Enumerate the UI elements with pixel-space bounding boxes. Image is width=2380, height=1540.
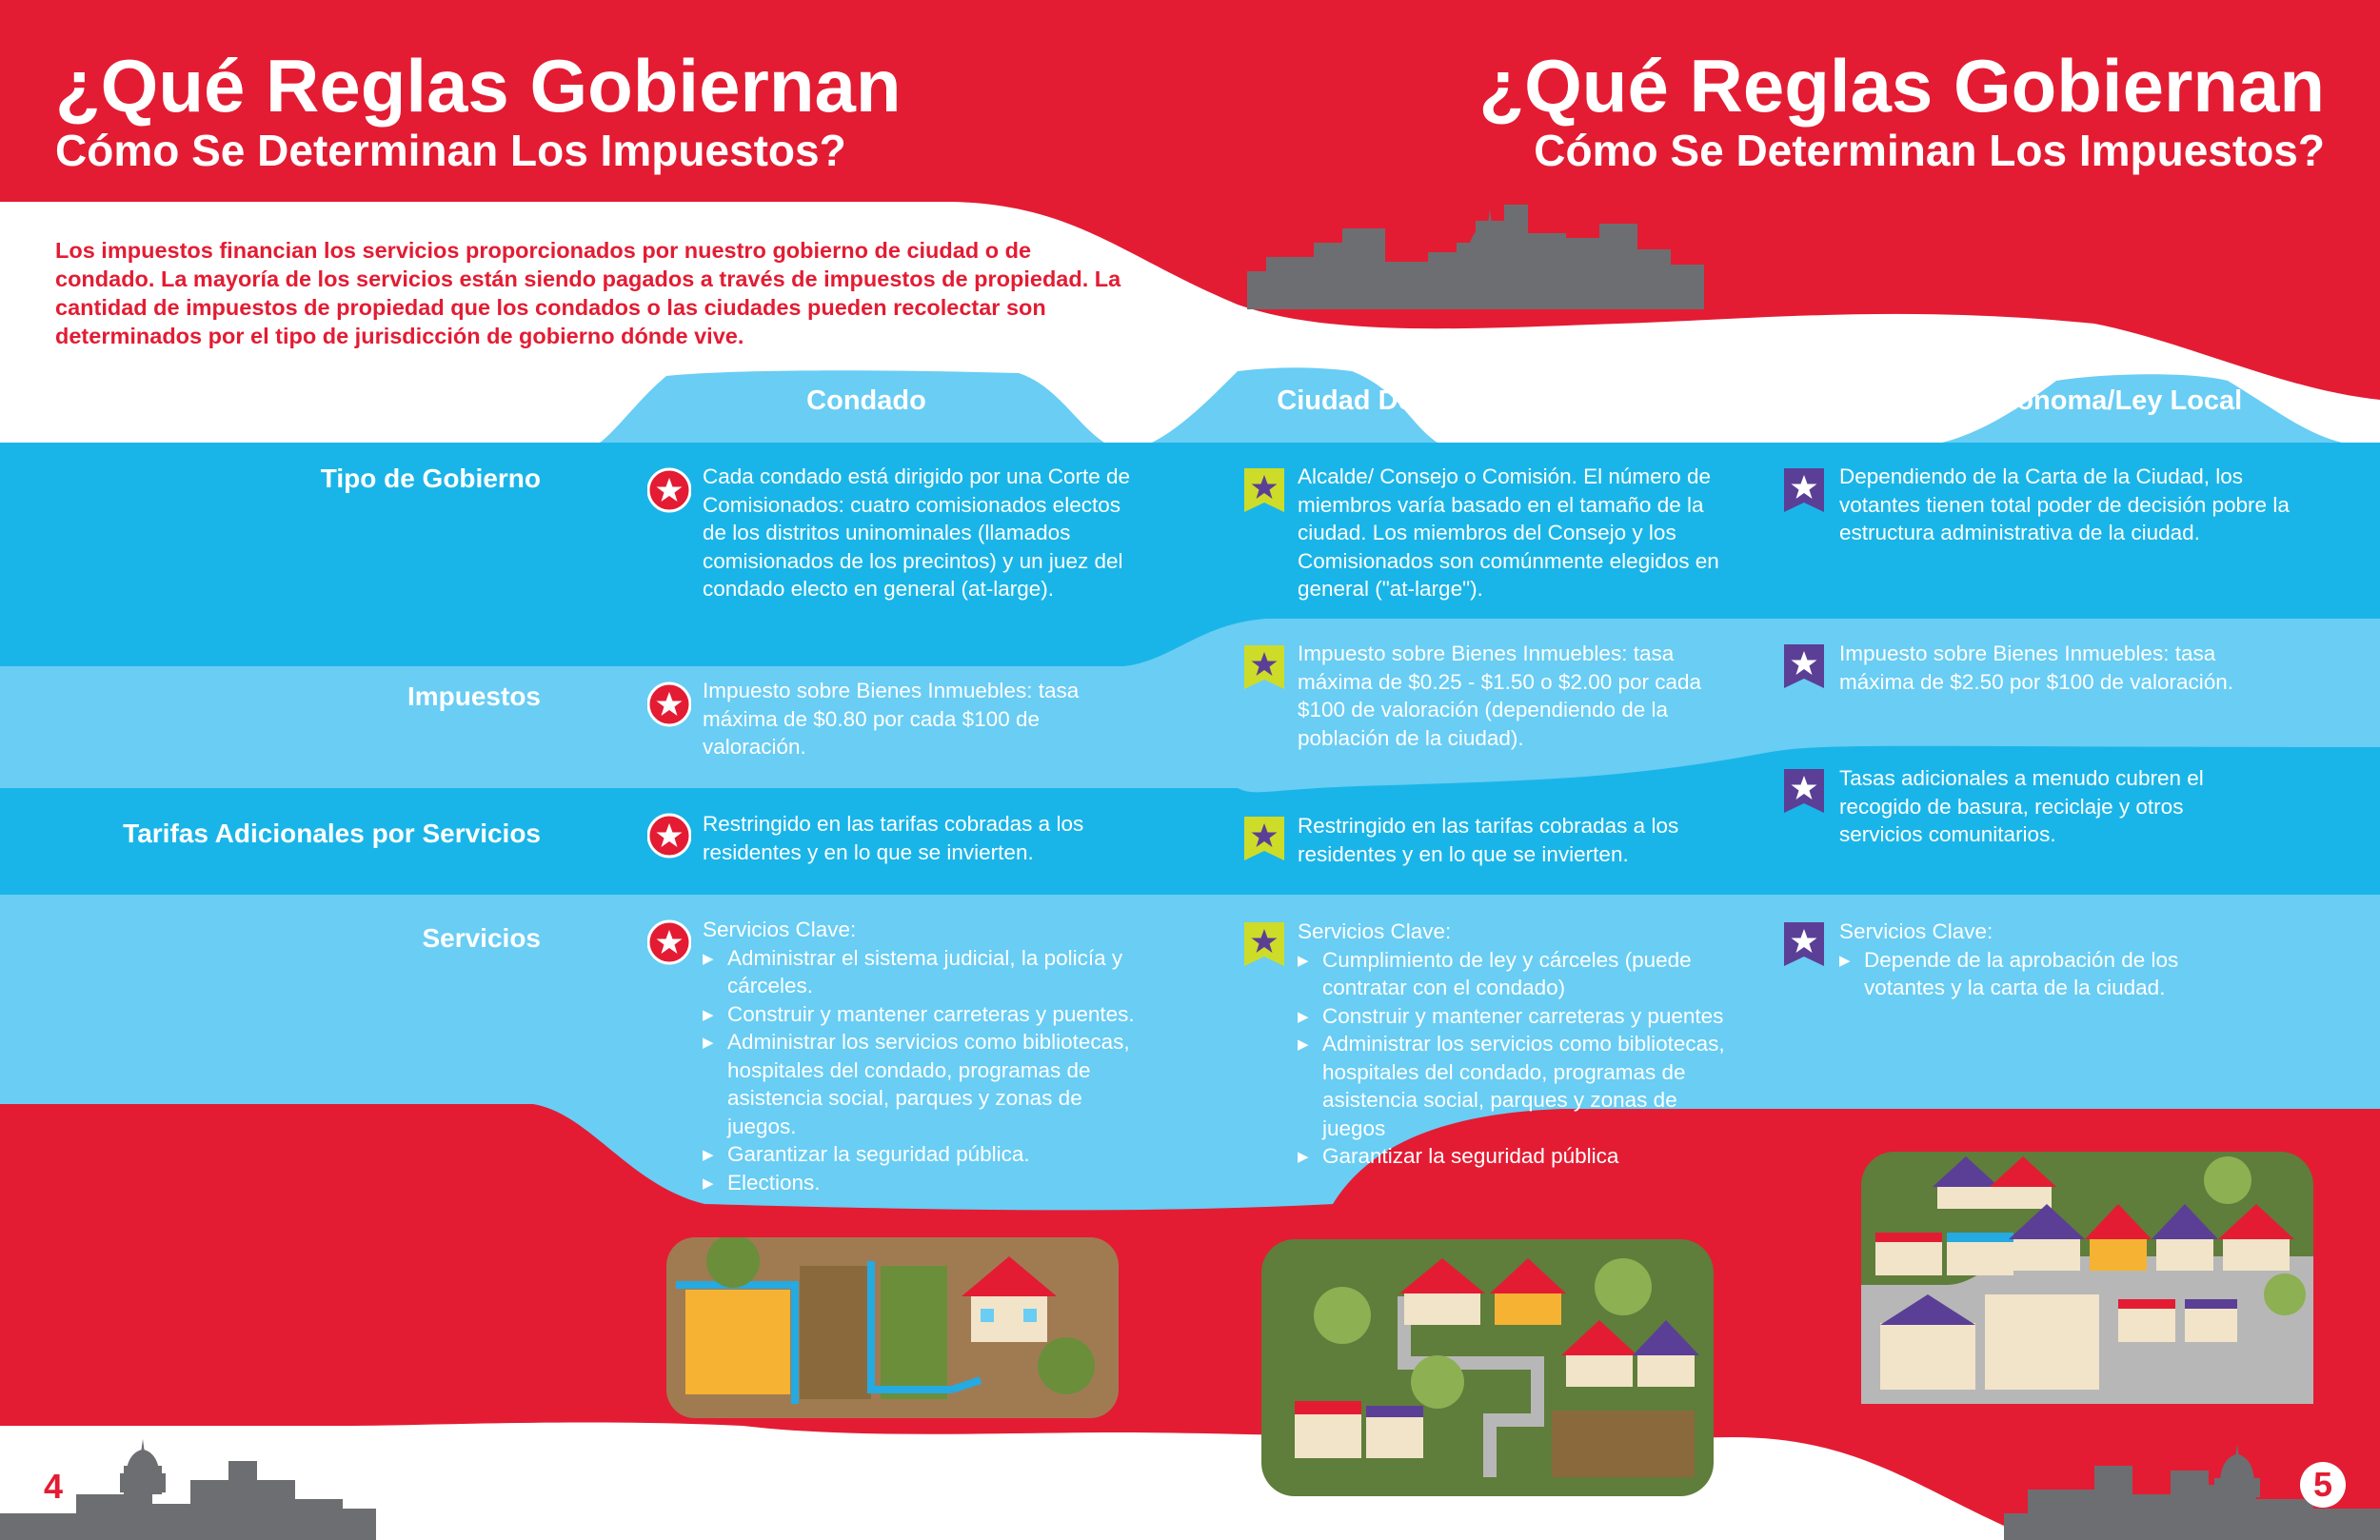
county-services bbox=[703, 916, 1150, 1196]
page-number-left: 4 bbox=[30, 1464, 76, 1510]
list-item: ▶ Administrar el sistema judicial, la policía y cárceles. bbox=[703, 944, 1150, 1000]
star-ribbon-icon bbox=[1782, 466, 1826, 514]
row-label-taxes: Impuestos bbox=[407, 681, 541, 711]
county-government-text: Cada condado está dirigido por una Corte de Comisionados: cuatro comisionados electos de los distritos uninominales (llamados comisionados de los precintos) y un juez del condado electo en general (at-large). bbox=[703, 464, 1131, 601]
list-item: ▶ Garantizar la seguridad pública bbox=[1298, 1142, 1745, 1171]
home-rule-taxes-text: Impuesto sobre Bienes Inmuebles: tasa máxima de $2.50 por $100 de valoración. bbox=[1839, 642, 2234, 694]
list-item: ▶ Construir y mantener carreteras y puentes bbox=[1298, 1002, 1745, 1031]
column-header-general-law: Ciudad De Ley General bbox=[1277, 385, 1579, 416]
list-item: ▶ Elections. bbox=[703, 1169, 1150, 1197]
right-title-line1: ¿Qué Reglas Gobiernan bbox=[1478, 44, 2325, 128]
home-rule-services-title: Servicios Clave: bbox=[1839, 919, 1993, 943]
home-rule-services-list bbox=[1839, 946, 2239, 1002]
left-title-line2: Cómo Se Determinan Los Impuestos? bbox=[55, 126, 846, 175]
star-circle-icon bbox=[647, 812, 691, 859]
star-circle-icon bbox=[647, 681, 691, 728]
column-header-county: Condado bbox=[806, 385, 926, 416]
capitol-dome-bottom-right bbox=[2209, 1442, 2266, 1499]
home-rule-services bbox=[1839, 918, 2239, 1002]
capitol-dome-bottom-left bbox=[114, 1437, 171, 1494]
left-title bbox=[55, 46, 902, 175]
home-rule-government-text: Dependiendo de la Carta de la Ciudad, los votantes tienen total poder de decisión pobre la estructura administrativa de la ciudad. bbox=[1839, 464, 2290, 544]
page-number-right: 5 bbox=[2300, 1462, 2346, 1508]
city-illustration bbox=[1861, 1152, 2313, 1404]
star-ribbon-icon bbox=[1242, 466, 1286, 514]
suburb-illustration bbox=[1261, 1239, 1714, 1496]
list-item: ▶ Administrar los servicios como bibliotecas, hospitales del condado, programas de asistencia social, parques y zonas de juegos bbox=[1298, 1030, 1745, 1142]
row-label-services: Servicios bbox=[422, 923, 541, 953]
right-title bbox=[1478, 46, 2325, 175]
star-circle-icon bbox=[647, 466, 691, 514]
star-ribbon-icon bbox=[1242, 643, 1286, 691]
left-title-line1: ¿Qué Reglas Gobiernan bbox=[55, 44, 902, 128]
home-rule-fees-text: Tasas adicionales a menudo cubren el recogido de basura, reciclaje y otros servicios comunitarios. bbox=[1839, 766, 2204, 846]
star-ribbon-icon bbox=[1782, 767, 1826, 815]
intro-paragraph: Los impuestos financian los servicios proporcionados por nuestro gobierno de ciudad o de condado. La mayoría de los servicios están siendo pagados a través de impuestos de propiedad. La cantidad de impuestos de propiedad que los condados o las ciudades pueden recolectar son determinados por el tipo de jurisdicción de gobierno dónde vive. bbox=[55, 238, 1121, 348]
star-ribbon-icon bbox=[1782, 920, 1826, 968]
general-law-services-title: Servicios Clave: bbox=[1298, 919, 1452, 943]
right-title-line2: Cómo Se Determinan Los Impuestos? bbox=[1534, 126, 2325, 175]
county-taxes-text: Impuesto sobre Bienes Inmuebles: tasa máxima de $0.80 por cada $100 de valoración. bbox=[703, 679, 1080, 759]
star-ribbon-icon bbox=[1242, 920, 1286, 968]
capitol-dome-top bbox=[1452, 209, 1528, 281]
county-services-list bbox=[703, 944, 1150, 1197]
list-item: ▶ Construir y mantener carreteras y puentes. bbox=[703, 1000, 1150, 1029]
list-item: ▶ Depende de la aprobación de los votantes y la carta de la ciudad. bbox=[1839, 946, 2239, 1002]
star-ribbon-icon bbox=[1782, 642, 1826, 690]
star-ribbon-icon bbox=[1242, 815, 1286, 862]
general-law-services bbox=[1298, 918, 1745, 1171]
row-label-government: Tipo de Gobierno bbox=[320, 464, 541, 493]
general-law-government-text: Alcalde/ Consejo o Comisión. El número de miembros varía basado en el tamaño de la ciudad. Los miembros del Consejo y los Comisionados son comúnmente elegidos en general ("at-large"). bbox=[1298, 464, 1719, 601]
row-label-fees: Tarifas Adicionales por Servicios bbox=[123, 819, 541, 848]
farm-illustration bbox=[666, 1237, 1119, 1418]
column-header-home-rule: Ciudad Autónoma/Ley Local bbox=[1870, 385, 2243, 416]
county-fees-text: Restringido en las tarifas cobradas a los residentes y en lo que se invierten. bbox=[703, 812, 1084, 864]
list-item: ▶ Administrar los servicios como bibliotecas, hospitales del condado, programas de asistencia social, parques y zonas de juegos. bbox=[703, 1028, 1150, 1140]
list-item: ▶ Cumplimiento de ley y cárceles (puede contratar con el condado) bbox=[1298, 946, 1745, 1002]
list-item: ▶ Garantizar la seguridad pública. bbox=[703, 1140, 1150, 1169]
general-law-services-list bbox=[1298, 946, 1745, 1171]
general-law-taxes-text: Impuesto sobre Bienes Inmuebles: tasa máxima de $0.25 - $1.50 o $2.00 por cada $100 de valoración (dependiendo de la población de la ciudad). bbox=[1298, 642, 1702, 750]
county-services-title: Servicios Clave: bbox=[703, 918, 857, 941]
star-circle-icon bbox=[647, 918, 691, 966]
general-law-fees-text: Restringido en las tarifas cobradas a los residentes y en lo que se invierten. bbox=[1298, 814, 1679, 866]
